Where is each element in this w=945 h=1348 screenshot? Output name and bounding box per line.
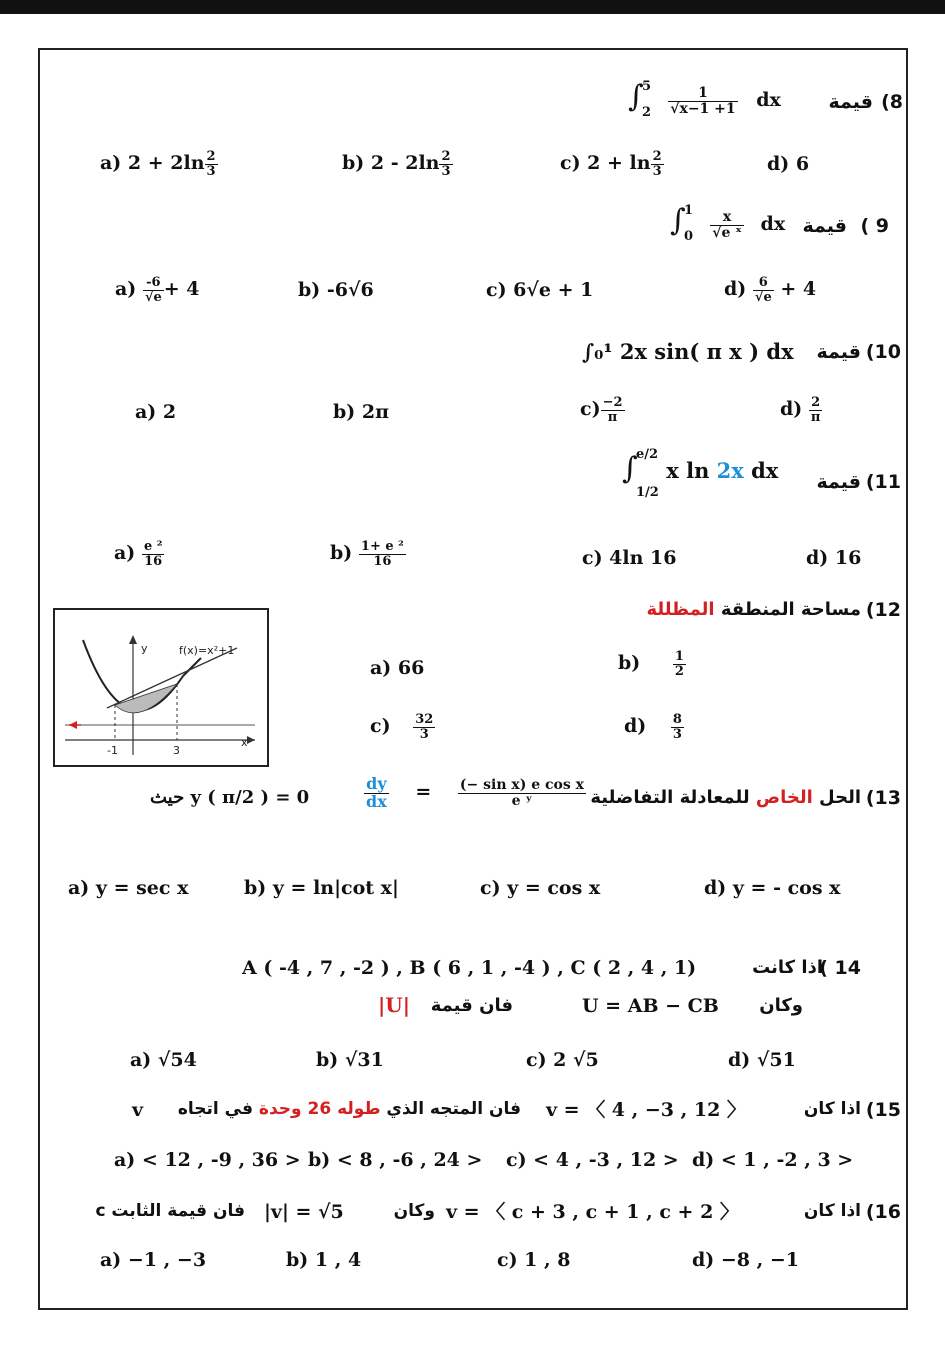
question-15-option-a[interactable]: a) < 12 , -9 , 36 > [114, 1149, 301, 1171]
question-12-option-a[interactable]: a) 66 [370, 657, 425, 679]
question-10-option-c[interactable]: c) $\frac{-2}{\pi}$ [580, 395, 623, 425]
question-14-option-a[interactable]: a) √54 [130, 1049, 197, 1071]
question-16-if-label: اذا كان [803, 1201, 861, 1221]
question-13-condition: حيث y ( π/2 ) = 0 [150, 787, 310, 808]
question-14-option-d[interactable]: d) √51 [728, 1049, 796, 1071]
question-12-option-b[interactable]: b) $\frac{1}{2}$ [618, 649, 684, 679]
question-15-option-d[interactable]: d) < 1 , -2 , 3 > [692, 1149, 854, 1171]
question-16-norm-equation: |v| = √5 [264, 1201, 344, 1223]
question-11-integral: ∫ e/2 1/2 x ln 2x dx [622, 447, 779, 500]
question-12-option-c[interactable]: c) $\frac{32}{3}$ [370, 712, 434, 742]
question-10-option-d[interactable]: d) $\frac{2}{\pi}$ [780, 395, 821, 425]
question-15-number: (15 [865, 1099, 901, 1121]
question-8-label: قيمة [828, 91, 873, 113]
question-10-number: (10 [865, 341, 901, 363]
graph-function-label: f(x)=x²+1 [179, 644, 235, 657]
question-13-equation: $\frac{dy}{dx}$ = $\frac{\text{(− sin x) e cos x}}{\text{e ʸ}}$ [366, 774, 584, 811]
question-11-option-a[interactable]: a) $\frac{\text{e ²}}{16}$ [114, 539, 163, 569]
graph-tick-left: -1 [107, 744, 118, 757]
question-8-number: (8 [881, 91, 903, 113]
question-16-option-d[interactable]: d) −8 , −1 [692, 1249, 800, 1271]
question-13-option-b[interactable]: b) y = ln|cot x| [244, 877, 399, 899]
question-16-option-b[interactable]: b) 1 , 4 [286, 1249, 362, 1271]
question-16-vector: v = 〈 c + 3 , c + 1 , c + 2 〉 [446, 1201, 739, 1223]
question-9-option-d[interactable]: d) $\frac{6}{√e}$ + 4 [724, 275, 817, 305]
question-14-norm: |U| [378, 993, 410, 1017]
question-14-label: اذا كانت [752, 957, 823, 978]
question-14-option-c[interactable]: c) 2 √5 [526, 1049, 599, 1071]
question-13-option-c[interactable]: c) y = cos x [480, 877, 601, 899]
question-16-option-a[interactable]: a) −1 , −3 [100, 1249, 207, 1271]
question-16-constant-label: فان قيمة الثابت c [95, 1201, 245, 1221]
top-border-bar [0, 0, 945, 14]
question-11-option-b[interactable]: b) $\frac{\text{1+ e ²}}{16}$ [330, 539, 404, 569]
question-8-integral: ∫ 5 2 $\frac{1}{√x-1 +1}$ dx [628, 79, 781, 120]
question-8-option-c[interactable]: c) 2 + ln $\frac{2}{3}$ [560, 149, 662, 179]
question-11-label: قيمة [816, 471, 861, 493]
question-9-option-b[interactable]: b) -6√6 [298, 279, 374, 301]
question-16-option-c[interactable]: c) 1 , 8 [497, 1249, 571, 1271]
question-15-option-b[interactable]: b) < 8 , -6 , 24 > [308, 1149, 483, 1171]
question-10-option-b[interactable]: b) 2π [333, 401, 390, 423]
question-15-target-vector: v [132, 1099, 144, 1121]
question-14-points: A ( -4 , 7 , -2 ) , B ( 6 , 1 , -4 ) , C ( 2 , 4 , 1) [242, 957, 697, 979]
question-9-number: ( 9 [860, 215, 889, 237]
question-14-option-b[interactable]: b) √31 [316, 1049, 384, 1071]
question-13-number: (13 [865, 787, 901, 809]
question-8-option-b[interactable]: b) 2 - 2ln $\frac{2}{3}$ [342, 149, 451, 179]
question-13-option-a[interactable]: a) y = sec x [68, 877, 189, 899]
question-11-number: (11 [865, 471, 901, 493]
question-14-value-label: فان قيمة [430, 995, 513, 1016]
question-14-and-label: وكان [759, 995, 803, 1016]
question-13-label: الحل الخاص للمعادلة التفاضلية [590, 787, 861, 808]
question-13-option-d[interactable]: d) y = - cos x [704, 877, 841, 899]
shaded-region-graph-svg [55, 610, 263, 761]
question-16-number: (16 [865, 1201, 901, 1223]
question-12-graph [53, 608, 269, 767]
question-12-option-d[interactable]: d) $\frac{8}{3}$ [624, 712, 682, 742]
question-14-vector-equation: U = AB − CB [582, 995, 719, 1017]
graph-tick-right: 3 [173, 744, 180, 757]
graph-y-label: y [141, 642, 148, 655]
question-15-option-c[interactable]: c) < 4 , -3 , 12 > [506, 1149, 679, 1171]
question-9-option-c[interactable]: c) 6√e + 1 [486, 279, 594, 301]
question-15-vector: v = 〈 4 , −3 , 12 〉 [546, 1099, 746, 1121]
question-9-integral: ∫ 1 0 $\frac{x}{\text{√e ˣ}}$ dx [670, 203, 786, 244]
question-10-label: قيمة [816, 341, 861, 363]
question-10-integral: ∫₀¹ 2x sin( π x ) dx [582, 339, 794, 364]
question-10-option-a[interactable]: a) 2 [135, 401, 177, 423]
question-15-description: فان المتجه الذي طوله 26 وحدة في اتجاه [177, 1099, 521, 1119]
question-12-label: مساحة المنطقة المظللة [646, 599, 861, 620]
graph-x-label: x [241, 736, 248, 749]
question-11-option-c[interactable]: c) 4ln 16 [582, 547, 677, 569]
question-8-option-a[interactable]: a) 2 + 2ln $\frac{2}{3}$ [100, 149, 216, 179]
question-11-option-d[interactable]: d) 16 [806, 547, 862, 569]
question-14-number: ( 14 [819, 957, 861, 979]
question-12-number: (12 [865, 599, 901, 621]
question-8-option-d[interactable]: d) 6 [767, 153, 810, 175]
question-16-and-label: وكان [393, 1201, 435, 1221]
question-9-option-a[interactable]: a) $\frac{-6}{√e}$ + 4 [115, 275, 200, 305]
question-9-label: قيمة [802, 215, 847, 237]
question-15-if-label: اذا كان [803, 1099, 861, 1119]
